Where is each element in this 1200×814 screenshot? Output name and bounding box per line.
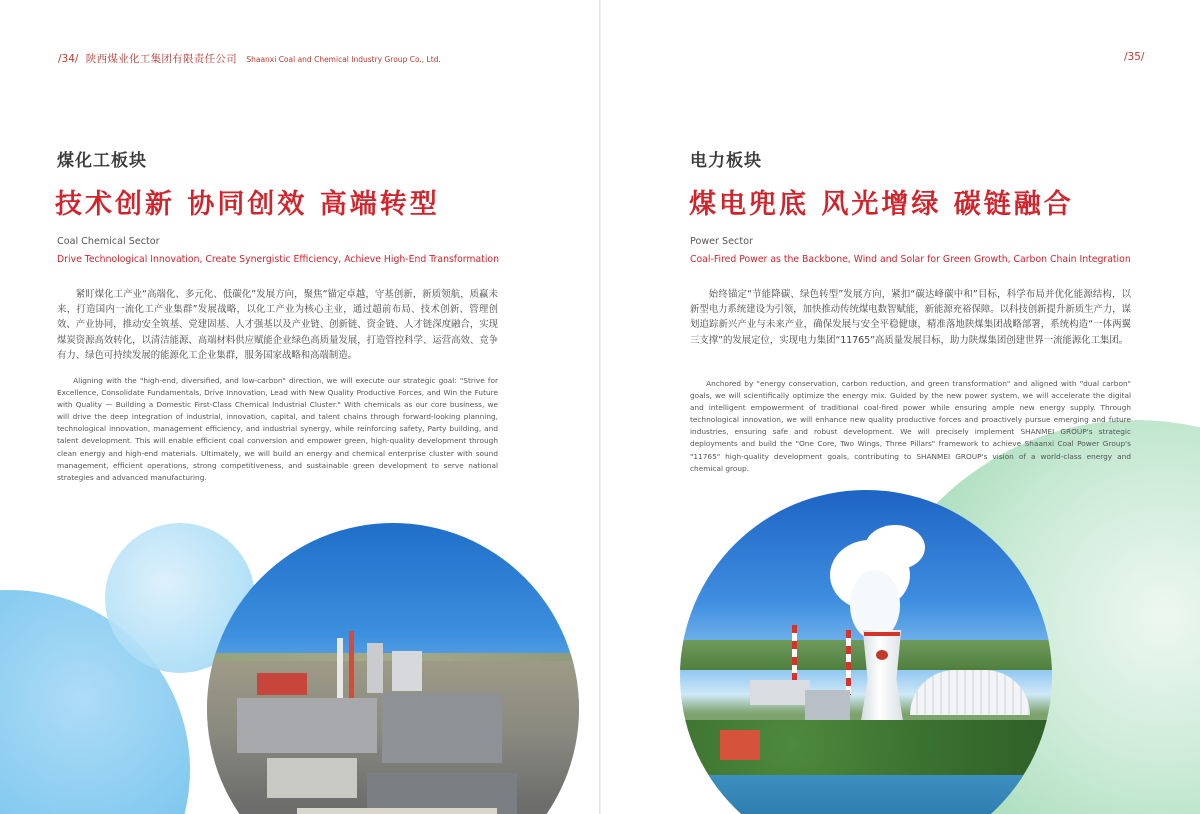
coal-chemical-plant-photo (207, 523, 579, 814)
section-title-cn: 电力板块 (690, 151, 762, 171)
body-text-en: Anchored by "energy conservation, carbon reduction, and green transformation" and aligned with "dual carbon" goals, we will scientifically optimize the energy mix. Guided by the new power system, we will accelerate the digital and intelligent empowerment of traditional coal-fired power while ensuring ample new energy supply. Through technological innovation, we will enhance new quality productive forces and proactively pursue emerging and future industries, ensuring safe and robust development. We will precisely implement SHANMEI GROUP's strategic deployments and build the "One Core, Two Wings, Three Pillars" framework to achieve Shaanxi Coal Power Group's "11765" high-quality development goals, contributing to SHANMEI GROUP's vision of a world-class energy and chemical group. (690, 379, 1131, 473)
company-name-cn: 陕西煤业化工集团有限责任公司 (85, 53, 237, 65)
section-title-en: Coal Chemical Sector (57, 236, 160, 247)
page-number: /34/ (58, 53, 79, 65)
body-text-cn: 紧盯煤化工产业“高端化、多元化、低碳化”发展方向，聚焦“锚定卓越，守基创新，新质领航，质赢未来，打造国内一流化工产业集群”发展战略，以化工产业为核心主业，通过超前布局、技术创新、管理创效、产业协同，推动安全筑基、党建固基、人才强基以及产业链、创新链、资金链、人才链深度融合，实现煤炭资源高效转化，以清洁能源、高端材料供应赋能企业绿色高质量发展，打造管控科学、运营高效、竞争有力、绿色可持续发展的能源化工企业集群，服务国家战略和高端制造。 (57, 289, 498, 361)
right-header (1124, 51, 1144, 63)
right-page (601, 0, 1200, 814)
left-page (0, 0, 599, 814)
subtitle-en: Coal-Fired Power as the Backbone, Wind and Solar for Green Growth, Carbon Chain Integration (690, 254, 1131, 265)
body-text-cn: 始终锚定“节能降碳、绿色转型”发展方向，紧扣“碳达峰碳中和”目标，科学布局并优化能源结构，以新型电力系统建设为引领，加快推动传统煤电数智赋能，新能源充裕保障。以科技创新提升新质生产力，谋划追踪新兴产业与未来产业，确保发展与安全平稳健康，精准落地陕煤集团战略部署，系统构造“一体两翼三支撑”的发展定位，实现电力集团“11765”高质量发展目标，助力陕煤集团创建世界一流能源化工集团。 (690, 289, 1131, 346)
body-text-en: Aligning with the "high-end, diversified, and low-carbon" direction, we will execute our strategic goal: "Strive for Excellence, Consolidate Fundamentals, Drive Innovation, Lead with New Quality Productive Forces, and Win the Future with Quality — Building a Domestic First-Class Chemical Industrial Cluster." With chemicals as our core business, we will drive the deep integration of industrial, innovation, capital, and talent chains through forward-looking planning, technological innovation, management efficiency, and industrial synergy, while reinforcing safety, Party building, and talent development. This will enable efficient coal conversion and empower green, high-quality development through clean energy and high-end materials. Ultimately, we will build an energy and chemical enterprise cluster with sound management, efficient operations, strong competitiveness, and sustainable green development to serve national strategies and advanced manufacturing. (57, 376, 498, 482)
slogan-cn: 技术创新 协同创效 高端转型 (55, 189, 440, 220)
left-header (58, 51, 441, 66)
power-plant-photo (680, 490, 1052, 814)
company-name-en: Shaanxi Coal and Chemical Industry Group Co., Ltd. (246, 55, 441, 64)
section-title-en: Power Sector (690, 236, 753, 247)
slogan-cn: 煤电兜底 风光增绿 碳链融合 (689, 189, 1074, 220)
subtitle-en: Drive Technological Innovation, Create Synergistic Efficiency, Achieve High-End Transformation (57, 254, 499, 265)
page-number: /35/ (1124, 51, 1145, 63)
section-title-cn: 煤化工板块 (57, 151, 147, 171)
